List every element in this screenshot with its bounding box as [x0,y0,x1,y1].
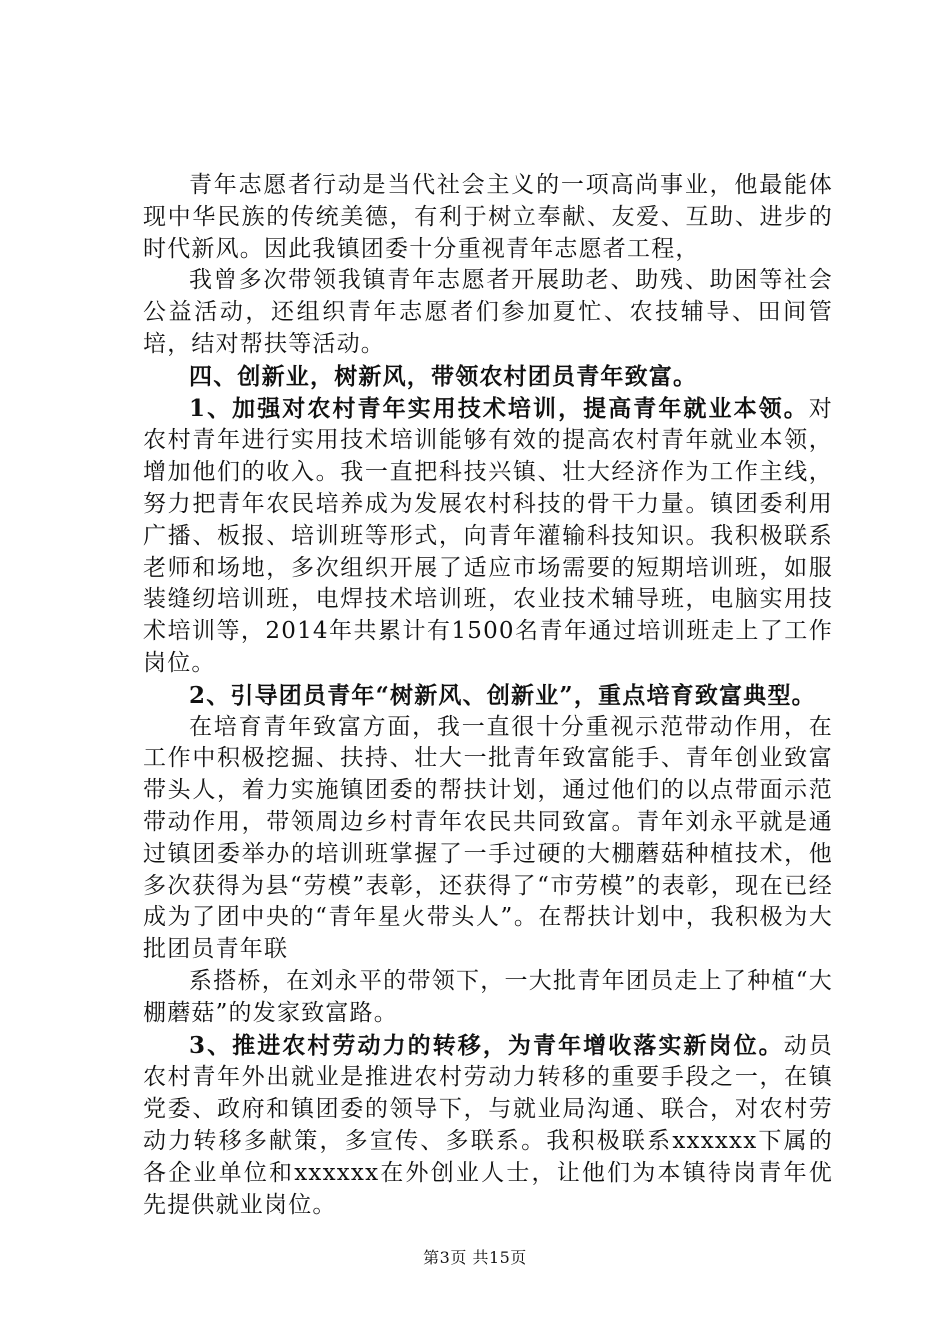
paragraph-bridge-building: 系搭桥，在刘永平的带领下，一大批青年团员走上了种植“大棚蘑菇”的发家致富路。 [143,967,833,1026]
section-heading-four: 四、创新业，树新风，带领农村团员青年致富。 [189,362,698,390]
paragraph-labor-transfer-body: 动员农村青年外出就业是推进农村劳动力转移的重要手段之一，在镇党委、政府和镇团委的领导下，与就业局沟通、联合，对农村劳动力转移多献策，多宣传、多联系。我积极联系xxxxxx下属的各企业单位和xxxxxx在外创业人士，让他们为本镇待岗青年优先提供就业岗位。 [143,1032,833,1218]
paragraph-training-body: 对农村青年进行实用技术培训能够有效的提高农村青年就业本领，增加他们的收入。我一直把科技兴镇、壮大经济作为工作主线，努力把青年农民培养成为发展农村科技的骨干力量。镇团委利用广播、板报、培训班等形式，向青年灌输科技知识。我积极联系老师和场地，多次组织开展了适应市场需要的短期培训班，如服装缝纫培训班，电焊技术培训班，农业技术辅导班，电脑实用技术培训等，2014年共累计有1500名青年通过培训班走上了工作岗位。 [143,395,833,676]
paragraph-training [143,393,833,680]
paragraph-model-cultivation: 在培育青年致富方面，我一直很十分重视示范带动作用，在工作中积极挖掘、扶持、壮大一批青年致富能手、青年创业致富带头人，着力实施镇团委的帮扶计划，通过他们的以点带面示范带动作用，带领周边乡村青年农民共同致富。青年刘永平就是通过镇团委举办的培训班掌握了一手过硬的大棚蘑菇种植技术，他多次获得为县“劳模”表彰，还获得了“市劳模”的表彰，现在已经成为了团中央的“青年星火带头人”。在帮扶计划中，我积极为大批团员青年联 [143,713,833,963]
paragraph-labor-transfer [143,1030,833,1222]
paragraph-volunteer-activities: 我曾多次带领我镇青年志愿者开展助老、助残、助困等社会公益活动，还组织青年志愿者们参加夏忙、农技辅导、田间管培，结对帮扶等活动。 [143,267,833,357]
page-footer: 第3页 共15页 [423,1248,527,1267]
document-body [143,170,833,1221]
paragraph-volunteer-intro: 青年志愿者行动是当代社会主义的一项高尚事业，他最能体现中华民族的传统美德，有利于树立奉献、友爱、互助、进步的时代新风。因此我镇团委十分重视青年志愿者工程， [143,172,833,262]
paragraph-training-lead: 1、加强对农村青年实用技术培训，提高青年就业本领。 [189,394,809,422]
paragraph-labor-transfer-lead: 3、推进农村劳动力的转移，为青年增收落实新岗位。 [189,1031,784,1059]
paragraph-guide-lead: 2、引导团员青年“树新风、创新业”，重点培育致富典型。 [189,681,816,709]
